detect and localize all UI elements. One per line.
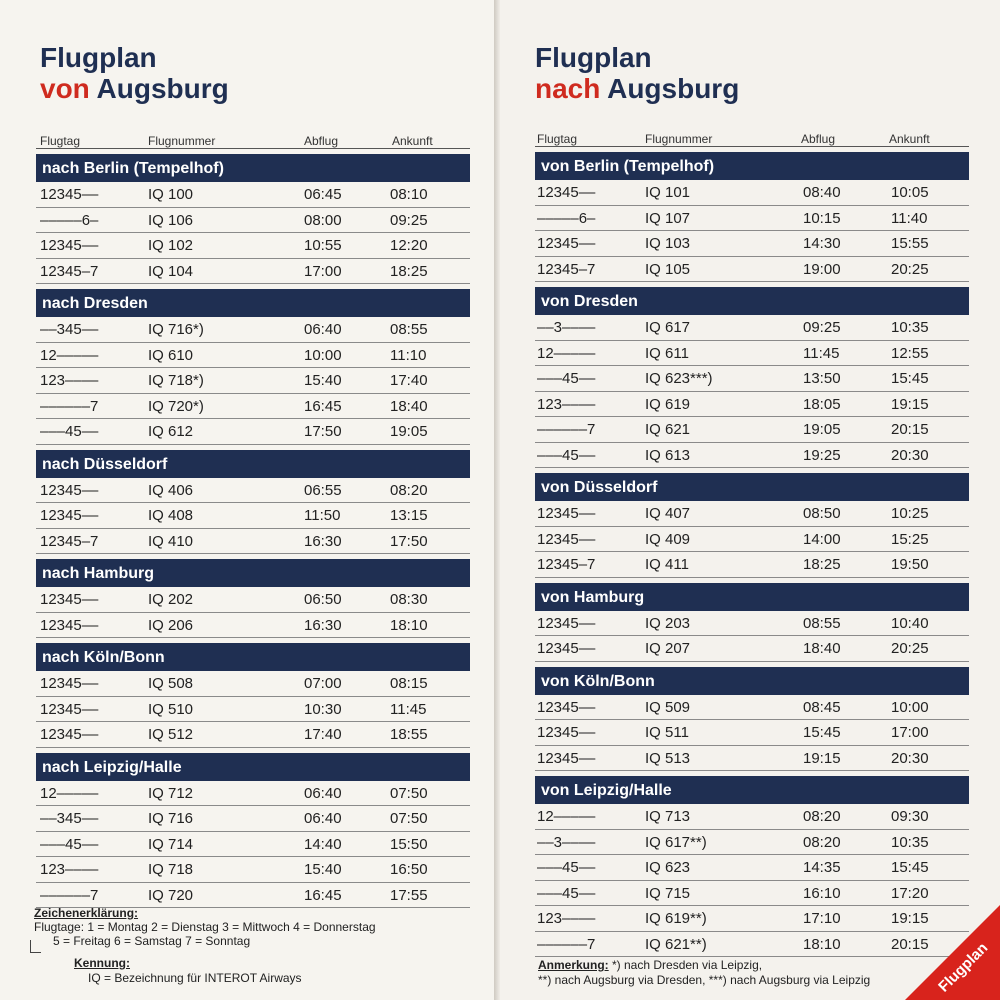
abflug-cell: 06:55 [304,481,342,499]
ankunft-cell: 11:40 [891,209,928,227]
flugtag-cell: –––45–– [537,446,596,464]
legend-line1: Flugtage: 1 = Montag 2 = Dienstag 3 = Mittwoch 4 = Donnerstag [34,920,376,934]
flugtag-cell: –––45–– [537,859,596,876]
table-row [36,233,470,259]
column-header-row [535,130,969,147]
abflug-cell: 16:45 [304,886,342,904]
flugtag-cell: –––––6– [537,209,596,227]
flugnummer-cell: IQ 513 [645,749,691,767]
flugtag-cell: 123–––– [40,861,99,878]
table-row [535,206,969,232]
section-header: nach Dresden [36,289,470,317]
table-row [36,208,470,234]
flugtag-cell: 12345–– [537,184,596,201]
table-row [535,881,969,907]
ankunft-cell: 08:15 [390,675,428,692]
abflug-cell: 16:45 [304,397,342,415]
flugnummer-cell: IQ 409 [645,530,691,548]
col-flugtag: Flugtag [537,132,578,146]
flugtag-cell: –––45–– [537,884,596,902]
table-row [36,697,470,723]
ankunft-cell: 17:50 [390,532,428,550]
flugnummer-cell: IQ 621 [645,421,691,438]
right-page-title [535,42,739,104]
ankunft-cell: 12:55 [891,344,929,362]
abflug-cell: 08:20 [803,808,841,825]
kennung-text: IQ = Bezeichnung für INTEROT Airways [88,971,302,985]
table-row [535,932,969,958]
table-row [36,368,470,394]
abflug-cell: 08:00 [304,211,342,229]
ankunft-cell: 15:25 [891,530,929,548]
table-row [535,315,969,341]
table-row [535,392,969,418]
flugtag-cell: ––––––7 [40,886,99,904]
abflug-cell: 08:55 [803,614,841,632]
flugtag-cell: 12345–– [40,237,99,254]
abflug-cell: 19:05 [803,421,841,438]
flugtag-cell: 12345–– [537,505,596,522]
table-row [36,671,470,697]
ankunft-cell: 10:00 [891,698,929,716]
abflug-cell: 11:45 [803,344,840,362]
ankunft-cell: 13:15 [390,507,428,524]
arrivals-table [535,130,969,957]
ankunft-cell: 18:55 [390,726,428,743]
flugnummer-cell: IQ 623 [645,859,691,876]
flugnummer-cell: IQ 206 [148,616,194,634]
ankunft-cell: 15:45 [891,859,929,876]
flugnummer-cell: IQ 107 [645,209,691,227]
flugnummer-cell: IQ 611 [645,344,689,362]
tab-label: Flugplan [934,939,991,996]
column-header-row [36,132,470,149]
abflug-cell: 16:30 [304,532,342,550]
flugnummer-cell: IQ 617 [645,319,691,336]
flugnummer-cell: IQ 410 [148,532,194,550]
notes-text1: *) nach Dresden via Leipzig, [608,958,763,972]
abflug-cell: 18:05 [803,395,841,413]
notes [538,958,870,988]
ankunft-cell: 11:45 [390,700,427,718]
ankunft-cell: 19:05 [390,423,428,440]
abflug-cell: 06:50 [304,591,342,608]
table-row [535,720,969,746]
ankunft-cell: 12:20 [390,237,428,254]
flugtag-cell: –––45–– [40,423,99,440]
flugnummer-cell: IQ 713 [645,808,691,825]
notes-heading: Anmerkung: [538,958,609,972]
flugnummer-cell: IQ 619**) [645,910,707,927]
section-header: von Leipzig/Halle [535,776,969,804]
table-row [36,317,470,343]
ankunft-cell: 09:30 [891,808,929,825]
abflug-cell: 06:40 [304,810,342,827]
legend [34,906,376,948]
left-page-title [40,42,229,104]
table-row [535,804,969,830]
flugnummer-cell: IQ 623***) [645,370,713,387]
ankunft-cell: 07:50 [390,784,428,802]
flugtag-cell: 12345–7 [537,556,596,573]
abflug-cell: 08:40 [803,184,841,201]
ankunft-cell: 19:15 [891,910,929,927]
table-row [36,806,470,832]
kennung [74,956,302,986]
section-header: nach Hamburg [36,559,470,587]
flugnummer-cell: IQ 716*) [148,321,204,338]
table-row [535,231,969,257]
flugnummer-cell: IQ 718*) [148,372,204,389]
flugtag-cell: 123–––– [537,395,596,413]
table-row [535,906,969,932]
flugnummer-cell: IQ 715 [645,884,691,902]
right-page [500,0,1000,1000]
table-row [535,341,969,367]
flugtag-cell: –––45–– [40,835,99,853]
flugtag-cell: 12345–– [40,616,99,634]
col-flugnummer: Flugnummer [645,132,713,146]
abflug-cell: 17:50 [304,423,342,440]
title-accent: nach [535,73,601,104]
abflug-cell: 06:40 [304,784,342,802]
abflug-cell: 07:00 [304,675,342,692]
left-page [0,0,494,1000]
flugnummer-cell: IQ 408 [148,507,194,524]
legend-heading: Zeichenerklärung: [34,906,139,920]
table-row [535,695,969,721]
col-flugtag: Flugtag [40,134,81,148]
flugnummer-cell: IQ 716 [148,810,194,827]
flugtag-cell: 12345–– [537,698,596,716]
flugnummer-cell: IQ 509 [645,698,691,716]
ankunft-cell: 20:25 [891,640,929,657]
title-accent: von [40,73,90,104]
departures-table [36,132,470,908]
flugtag-cell: ––––––7 [537,421,596,438]
ankunft-cell: 20:15 [891,421,929,438]
ankunft-cell: 19:50 [891,556,929,573]
abflug-cell: 10:30 [304,700,342,718]
table-row [535,501,969,527]
flugtag-cell: ––3–––– [537,319,596,336]
abflug-cell: 08:50 [803,505,841,522]
flugtag-cell: 123–––– [40,372,99,389]
flugnummer-cell: IQ 617**) [645,833,707,851]
title-line2 [40,73,229,104]
table-row [36,832,470,858]
table-row [36,182,470,208]
section-header: nach Düsseldorf [36,450,470,478]
flugnummer-cell: IQ 103 [645,235,691,252]
ankunft-cell: 10:25 [891,505,929,522]
section-header: nach Leipzig/Halle [36,753,470,781]
abflug-cell: 09:25 [803,319,841,336]
ankunft-cell: 10:05 [891,184,929,201]
flugtag-cell: 12345–7 [40,262,99,280]
flugtag-cell: 12––––– [40,784,99,802]
ankunft-cell: 10:40 [891,614,929,632]
table-row [535,257,969,283]
flugnummer-cell: IQ 621**) [645,935,707,953]
abflug-cell: 16:30 [304,616,342,634]
table-row [36,857,470,883]
flugnummer-cell: IQ 613 [645,446,691,464]
flugnummer-cell: IQ 411 [645,556,689,573]
ankunft-cell: 18:40 [390,397,428,415]
col-flugnummer: Flugnummer [148,134,216,148]
abflug-cell: 08:45 [803,698,841,716]
flugtag-cell: 12345–– [40,507,99,524]
flugtag-cell: 12345–– [537,530,596,548]
section-header: von Düsseldorf [535,473,969,501]
title-rest: Augsburg [89,73,229,104]
flugnummer-cell: IQ 619 [645,395,691,413]
flugtag-cell: 12––––– [537,808,596,825]
table-row [36,722,470,748]
flugnummer-cell: IQ 720*) [148,397,204,415]
abflug-cell: 17:40 [304,726,342,743]
table-row [36,478,470,504]
flugtag-cell: ––345–– [40,810,99,827]
ankunft-cell: 20:30 [891,749,929,767]
legend-line2: 5 = Freitag 6 = Samstag 7 = Sonntag [53,934,251,948]
flugnummer-cell: IQ 102 [148,237,194,254]
flugnummer-cell: IQ 511 [645,724,689,741]
abflug-cell: 10:00 [304,346,342,364]
table-row [535,552,969,578]
flugtag-cell: ––––––7 [40,397,99,415]
abflug-cell: 18:10 [803,935,841,953]
ankunft-cell: 18:10 [390,616,428,634]
table-row [36,529,470,555]
table-row [36,587,470,613]
ankunft-cell: 15:55 [891,235,929,252]
table-row [535,611,969,637]
table-row [535,366,969,392]
notes-line2: **) nach Augsburg via Dresden, ***) nach Augsburg via Leipzig [538,973,871,987]
flugnummer-cell: IQ 718 [148,861,194,878]
ankunft-cell: 16:50 [390,861,428,878]
flugtag-cell: 12345–– [40,186,99,203]
ankunft-cell: 07:50 [390,810,428,827]
flugnummer-cell: IQ 101 [645,184,691,201]
flugnummer-cell: IQ 106 [148,211,194,229]
section-header: von Köln/Bonn [535,667,969,695]
ankunft-cell: 15:45 [891,370,929,387]
flugnummer-cell: IQ 100 [148,186,194,203]
abflug-cell: 06:45 [304,186,342,203]
ankunft-cell: 17:20 [891,884,929,902]
ankunft-cell: 11:10 [390,346,427,364]
section-header: von Berlin (Tempelhof) [535,152,969,180]
abflug-cell: 10:55 [304,237,342,254]
flugtag-cell: 12345–– [537,640,596,657]
section-header: von Dresden [535,287,969,315]
flugtag-cell: 12345–– [40,726,99,743]
flugtag-cell: ––––––7 [537,935,596,953]
table-row [535,830,969,856]
kennung-heading: Kennung: [74,956,130,970]
abflug-cell: 18:25 [803,556,841,573]
abflug-cell: 19:25 [803,446,841,464]
section-header: von Hamburg [535,583,969,611]
table-row [535,746,969,772]
flugtag-cell: 12345–– [40,700,99,718]
section-header: nach Berlin (Tempelhof) [36,154,470,182]
flugtag-cell: 12345–– [537,724,596,741]
ankunft-cell: 20:15 [891,935,929,953]
flugtag-cell: –––––6– [40,211,99,229]
ankunft-cell: 15:50 [390,835,428,853]
flugtag-cell: 12345–7 [40,532,99,550]
notes-line1 [538,958,870,973]
title-rest: Augsburg [600,73,740,104]
abflug-cell: 08:20 [803,833,841,851]
table-row [36,394,470,420]
flugtag-cell: 12345–– [40,591,99,608]
table-row [36,343,470,369]
abflug-cell: 14:00 [803,530,841,548]
flugtag-cell: 12345–– [537,749,596,767]
flugtag-cell: ––345–– [40,321,99,338]
ankunft-cell: 10:35 [891,833,929,851]
title-line1: Flugplan [535,42,652,73]
flugnummer-cell: IQ 610 [148,346,194,364]
col-abflug: Abflug [801,132,836,146]
flugnummer-cell: IQ 720 [148,886,194,904]
abflug-cell: 19:00 [803,260,841,278]
ankunft-cell: 08:30 [390,591,428,608]
ankunft-cell: 20:30 [891,446,929,464]
abflug-cell: 10:15 [803,209,841,227]
ankunft-cell: 18:25 [390,262,428,280]
table-row [535,417,969,443]
table-row [36,613,470,639]
flugnummer-cell: IQ 612 [148,423,194,440]
flugtag-cell: 12345–– [537,614,596,632]
flugnummer-cell: IQ 406 [148,481,194,499]
table-row [36,259,470,285]
abflug-cell: 17:10 [803,910,841,927]
section-header: nach Köln/Bonn [36,643,470,671]
flugnummer-cell: IQ 207 [645,640,691,657]
abflug-cell: 18:40 [803,640,841,657]
flugtag-cell: 123–––– [537,910,596,927]
flugtag-cell: 12345–– [40,675,99,692]
abflug-cell: 16:10 [803,884,841,902]
flugnummer-cell: IQ 104 [148,262,194,280]
abflug-cell: 15:40 [304,372,342,389]
flugtag-cell: 12––––– [40,346,99,364]
title-line2 [535,73,739,104]
abflug-cell: 14:30 [803,235,841,252]
table-row [535,636,969,662]
flugtag-cell: –––45–– [537,370,596,387]
table-row [535,180,969,206]
ankunft-cell: 08:10 [390,186,428,203]
col-ankunft: Ankunft [392,134,433,148]
title-line1: Flugplan [40,42,157,73]
flugnummer-cell: IQ 105 [645,260,691,278]
abflug-cell: 14:40 [304,835,342,853]
table-row [535,443,969,469]
abflug-cell: 11:50 [304,507,341,524]
ankunft-cell: 17:40 [390,372,428,389]
corner-mark [30,940,41,953]
table-row [36,883,470,909]
ankunft-cell: 17:55 [390,886,428,904]
ankunft-cell: 19:15 [891,395,929,413]
ankunft-cell: 08:20 [390,481,428,499]
abflug-cell: 15:45 [803,724,841,741]
flugnummer-cell: IQ 407 [645,505,691,522]
flugtag-cell: 12345–7 [537,260,596,278]
table-row [36,419,470,445]
flugnummer-cell: IQ 712 [148,784,194,802]
abflug-cell: 17:00 [304,262,342,280]
col-abflug: Abflug [304,134,339,148]
flugtag-cell: 12345–– [40,481,99,499]
table-row [36,503,470,529]
flugnummer-cell: IQ 203 [645,614,691,632]
flugnummer-cell: IQ 508 [148,675,194,692]
abflug-cell: 19:15 [803,749,841,767]
flugtag-cell: 12––––– [537,344,596,362]
table-row [535,855,969,881]
ankunft-cell: 10:35 [891,319,929,336]
col-ankunft: Ankunft [889,132,930,146]
abflug-cell: 15:40 [304,861,342,878]
flugtag-cell: 12345–– [537,235,596,252]
ankunft-cell: 20:25 [891,260,929,278]
table-row [535,527,969,553]
flugnummer-cell: IQ 510 [148,700,194,718]
ankunft-cell: 08:55 [390,321,428,338]
abflug-cell: 13:50 [803,370,841,387]
ankunft-cell: 17:00 [891,724,929,741]
table-row [36,781,470,807]
flugtag-cell: ––3–––– [537,833,596,851]
flugnummer-cell: IQ 202 [148,591,194,608]
flugnummer-cell: IQ 512 [148,726,194,743]
ankunft-cell: 09:25 [390,211,428,229]
abflug-cell: 06:40 [304,321,342,338]
flugnummer-cell: IQ 714 [148,835,194,853]
abflug-cell: 14:35 [803,859,841,876]
